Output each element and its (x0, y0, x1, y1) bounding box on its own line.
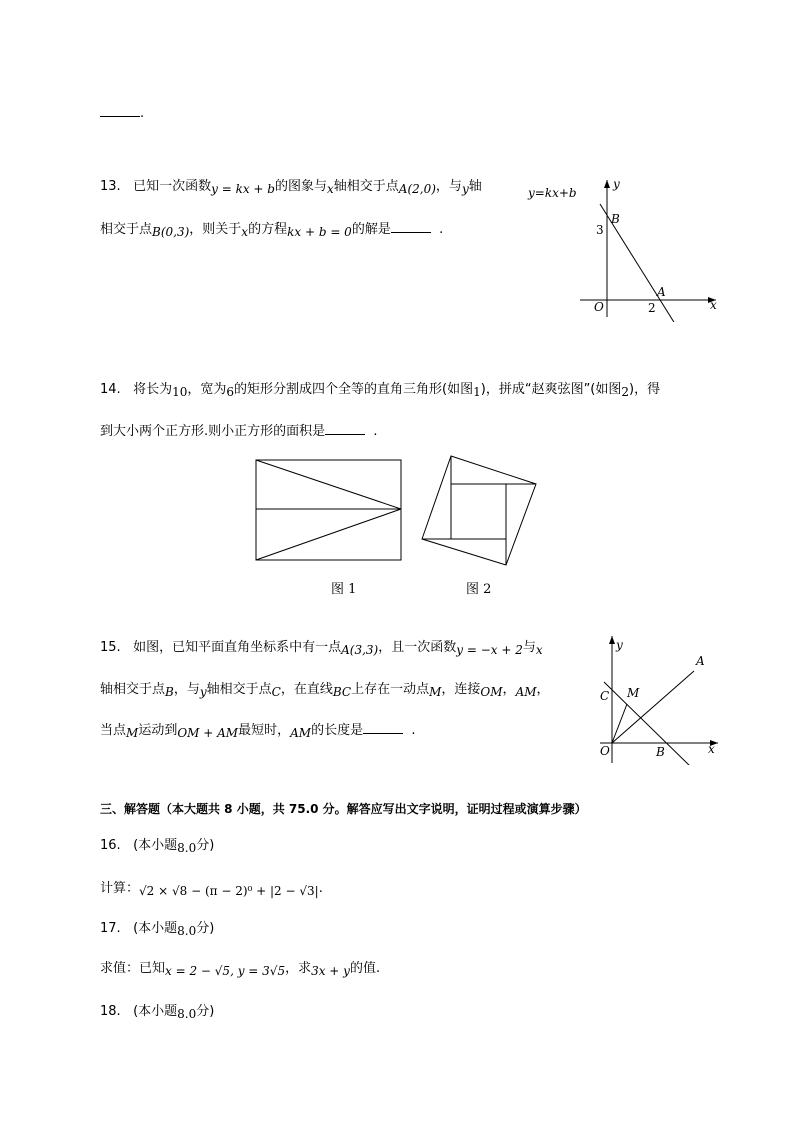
q18-header: 18. (本小题8.0分) (100, 1004, 215, 1021)
q16-body: 计算：√2 × √8 − (π − 2)⁰ + |2 − √3|. (100, 881, 323, 898)
q17-header: 17. (本小题8.0分) (100, 921, 215, 938)
x-tick-label: 2 (648, 301, 656, 315)
math-expression: √2 × √8 − (π − 2)⁰ + |2 − √3| (139, 884, 319, 898)
q15-line2: 轴相交于点B，与y轴相交于点C，在直线BC上存在一动点M，连接OM，AM， (100, 682, 550, 699)
point-a-label: A (657, 285, 666, 299)
q15-line3: 当点M运动到OM + AM最短时，AM的长度是 . (100, 723, 416, 740)
question-number: 13. (100, 179, 121, 194)
question-number: 14. (100, 382, 121, 397)
point-m-label: M (627, 686, 640, 700)
q15-figure (590, 630, 725, 765)
question-number: 17. (100, 921, 121, 936)
q13-figure (520, 172, 730, 322)
question-number: 15. (100, 640, 121, 655)
x-axis-label: x (710, 298, 717, 312)
origin-label: O (594, 300, 604, 314)
point-a-label: A (696, 654, 705, 668)
q14-figure-2 (420, 452, 540, 570)
point-b-label: B (611, 212, 620, 226)
q14-figure-1 (255, 459, 403, 562)
q17-body: 求值：已知x = 2 − √5, y = 3√5，求3x + y的值. (100, 961, 381, 978)
q14-line2: 到大小两个正方形.则小正方形的面积是 . (100, 424, 378, 439)
figure-2-caption: 图 2 (466, 582, 492, 597)
point-b-label: B (656, 745, 665, 759)
y-tick-label: 3 (596, 223, 604, 237)
prev-answer-blank: . (100, 104, 144, 124)
q13-line2: 相交于点B(0,3)，则关于x的方程kx + b = 0的解是 . (100, 222, 444, 239)
math-expression: x = 2 − √5, y = 3√5 (165, 964, 286, 978)
point-c-label: C (600, 689, 610, 703)
q14-line1: 14. 将长为10，宽为6的矩形分割成四个全等的直角三角形(如图1)，拼成“赵爽弦图”(如图2)，得 (100, 382, 661, 399)
q15-line1: 15. 如图，已知平面直角坐标系中有一点A(3,3)，且一次函数y = −x + 2与x (100, 640, 543, 657)
answer-blank (325, 422, 365, 435)
q16-header: 16. (本小题8.0分) (100, 838, 215, 855)
math: y = kx + b (211, 182, 275, 196)
question-number: 16. (100, 838, 121, 853)
answer-blank (363, 721, 403, 734)
question-number: 18. (100, 1004, 121, 1019)
figure-1-caption: 图 1 (331, 582, 357, 597)
x-axis-label: x (708, 742, 715, 756)
answer-blank (100, 104, 140, 117)
y-axis-label: y (616, 638, 623, 652)
section-heading: 三、解答题（本大题共 8 小题，共 75.0 分。解答应写出文字说明，证明过程或演算步骤） (100, 802, 587, 816)
function-label: y=kx+b (528, 186, 577, 200)
y-axis-label: y (613, 177, 620, 191)
origin-label: O (600, 744, 610, 758)
answer-blank (391, 220, 431, 233)
q13-line1: 13. 已知一次函数y = kx + b的图象与x轴相交于点A(2,0)，与y轴 (100, 179, 482, 196)
